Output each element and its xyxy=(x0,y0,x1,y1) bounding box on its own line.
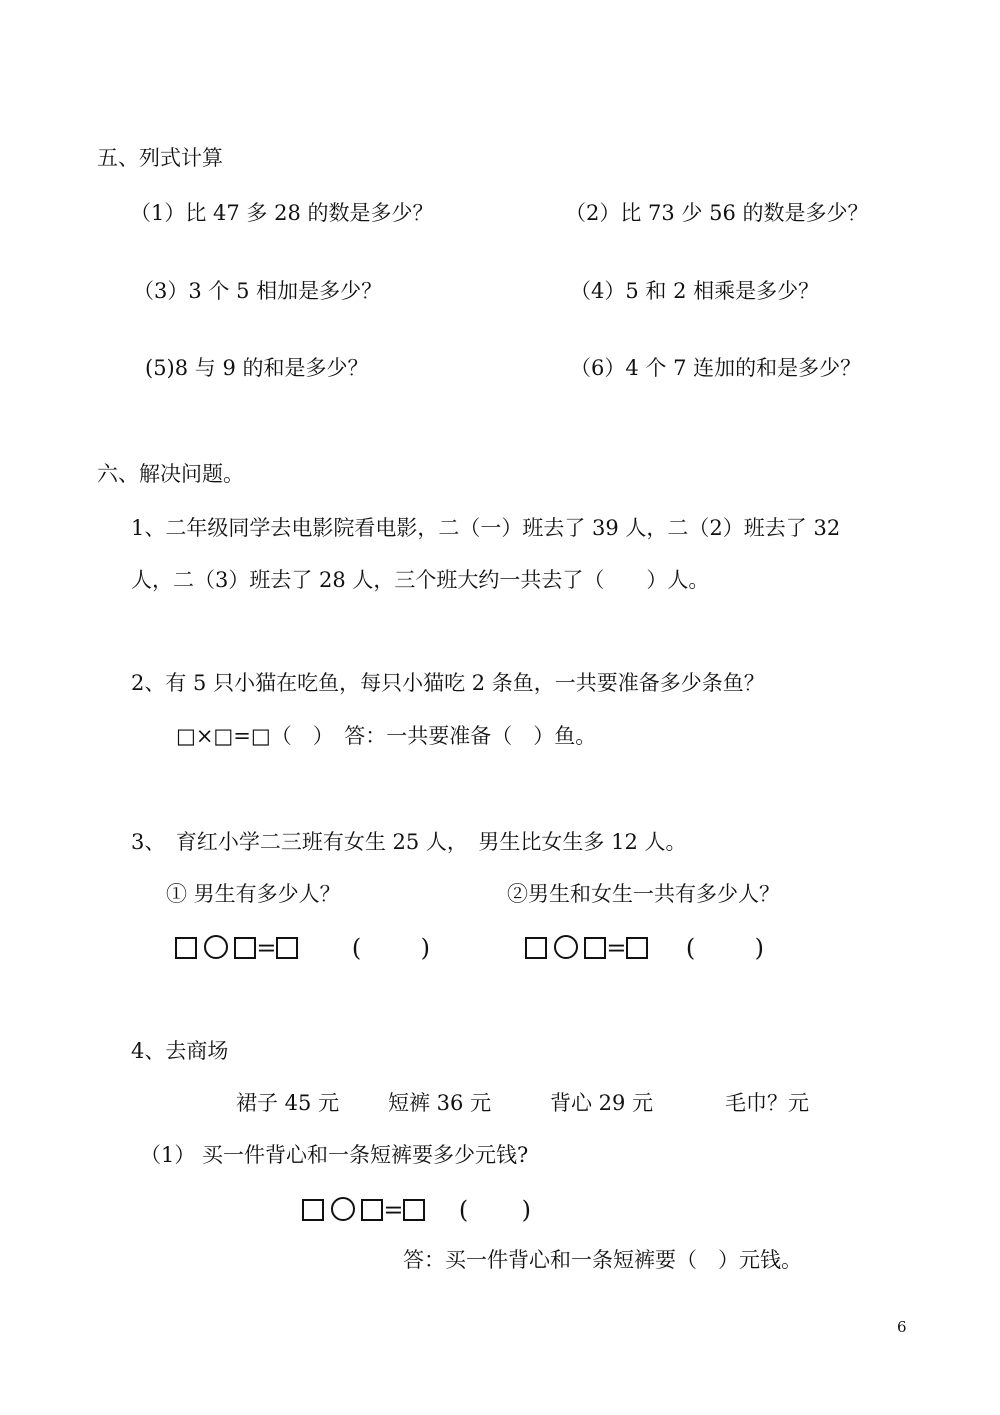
problem-1-line-1: 1、二年级同学去电影院看电影，二（一）班去了 39 人，二（2）班去了 32 xyxy=(131,516,841,540)
answer-box xyxy=(403,1199,425,1221)
operator-circle xyxy=(554,935,578,959)
question-3: （3）3 个 5 相加是多少？ xyxy=(133,279,383,303)
operator-circle xyxy=(331,1197,355,1221)
equals-sign: = xyxy=(606,934,627,962)
section-5-title: 五、列式计算 xyxy=(97,146,223,170)
problem-3-equation-2 xyxy=(525,935,764,960)
answer-box xyxy=(234,937,256,959)
problem-1-line-2: 人，二（3）班去了 28 人，三个班大约一共去了（ ）人。 xyxy=(131,568,710,592)
problem-4-answer: 答：买一件背心和一条短裤要（ ）元钱。 xyxy=(403,1248,802,1272)
problem-4-equation xyxy=(302,1197,531,1222)
problem-3-sub-2: ②男生和女生一共有多少人？ xyxy=(507,882,780,906)
problem-3-sub-1: ① 男生有多少人？ xyxy=(166,882,341,906)
price-item-shorts: 短裤 36 元 xyxy=(388,1091,492,1115)
equals-sign: = xyxy=(256,934,277,962)
section-6-title: 六、解决问题。 xyxy=(97,462,244,486)
problem-4-title: 4、去商场 xyxy=(131,1039,229,1063)
question-2: （2）比 73 少 56 的数是多少？ xyxy=(565,201,869,225)
price-item-towel: 毛巾？元 xyxy=(725,1091,809,1115)
question-6: （6）4 个 7 连加的和是多少？ xyxy=(570,356,862,380)
equals-sign: = xyxy=(383,1196,404,1224)
problem-3-question: 3、 育红小学二三班有女生 25 人， 男生比女生多 12 人。 xyxy=(131,830,687,854)
answer-box xyxy=(302,1199,324,1221)
page-number: 6 xyxy=(897,1318,907,1336)
unit-paren-close: ) xyxy=(420,934,430,962)
answer-box xyxy=(525,937,547,959)
unit-paren-open: ( xyxy=(458,1196,469,1224)
answer-box xyxy=(276,937,298,959)
unit-paren-open: ( xyxy=(351,934,362,962)
price-item-vest: 背心 29 元 xyxy=(550,1091,654,1115)
problem-2-question: 2、有 5 只小猫在吃鱼，每只小猫吃 2 条鱼，一共要准备多少条鱼？ xyxy=(131,671,765,695)
unit-paren-open: ( xyxy=(685,934,696,962)
problem-2-equation: □×□=□（ ） 答：一共要准备（ ）鱼。 xyxy=(176,724,597,748)
unit-paren-close: ) xyxy=(521,1196,531,1224)
question-4: （4）5 和 2 相乘是多少？ xyxy=(570,279,820,303)
price-item-skirt: 裙子 45 元 xyxy=(236,1091,340,1115)
problem-3-equation-1 xyxy=(175,935,430,960)
answer-box xyxy=(361,1199,383,1221)
problem-4-sub-1: （1） 买一件背心和一条短裤要多少元钱? xyxy=(140,1143,529,1167)
answer-box xyxy=(626,937,648,959)
answer-box xyxy=(584,937,606,959)
question-5: (5)8 与 9 的和是多少？ xyxy=(145,356,369,380)
unit-paren-close: ) xyxy=(754,934,764,962)
question-1: （1）比 47 多 28 的数是多少？ xyxy=(130,201,434,225)
operator-circle xyxy=(204,935,228,959)
answer-box xyxy=(175,937,197,959)
